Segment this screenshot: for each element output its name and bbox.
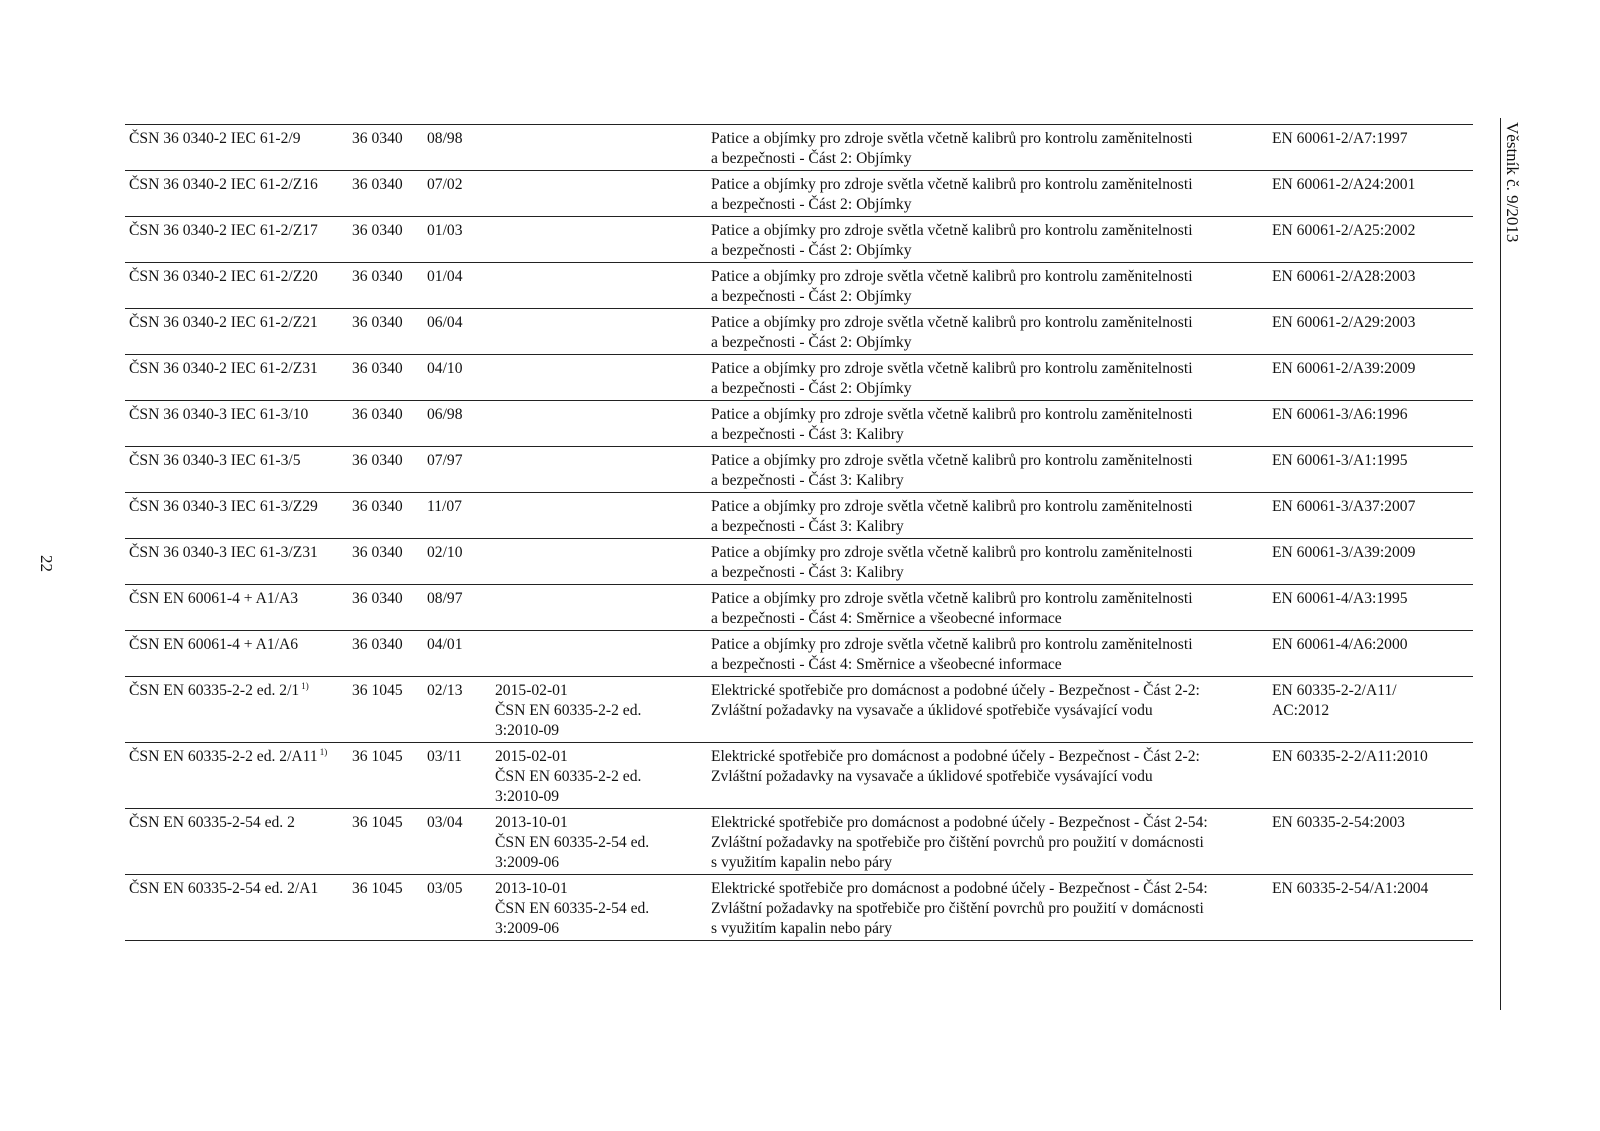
- class-number-cell: [348, 743, 423, 809]
- en-standard-cell: [1268, 355, 1473, 401]
- standard-designation: ČSN EN 60335-2-54 ed. 2/A1: [129, 880, 319, 897]
- standards-table-body: [125, 125, 1473, 941]
- replacement-info-cell: [491, 539, 707, 585]
- class-number: 36 0340: [352, 314, 403, 331]
- class-number: 36 0340: [352, 590, 403, 607]
- table-row: [125, 585, 1473, 631]
- standard-designation: ČSN 36 0340-3 IEC 61-3/5: [129, 452, 301, 469]
- standard-title-line: Elektrické spotřebiče pro domácnost a podobné účely - Bezpečnost - Část 2-54:: [711, 880, 1208, 897]
- margin-rule: [1500, 118, 1501, 1010]
- class-number-cell: [348, 217, 423, 263]
- class-number: 36 0340: [352, 452, 403, 469]
- class-number: 36 0340: [352, 498, 403, 515]
- standard-title-line: Patice a objímky pro zdroje světla včetně kalibrů pro kontrolu zaměnitelnosti: [711, 406, 1193, 423]
- replacement-info-line: ČSN EN 60335-2-2 ed.: [495, 768, 642, 785]
- en-standard-cell: [1268, 743, 1473, 809]
- standard-title-line: Patice a objímky pro zdroje světla včetně kalibrů pro kontrolu zaměnitelnosti: [711, 314, 1193, 331]
- class-number: 36 0340: [352, 268, 403, 285]
- standard-title-line: a bezpečnosti - Část 4: Směrnice a všeobecné informace: [711, 610, 1062, 627]
- table-row: [125, 631, 1473, 677]
- class-number: 36 0340: [352, 636, 403, 653]
- standard-title-cell: [707, 743, 1268, 809]
- standard-title-line: a bezpečnosti - Část 2: Objímky: [711, 380, 912, 397]
- class-number: 36 0340: [352, 222, 403, 239]
- issue-date: 08/98: [427, 130, 463, 147]
- en-standard-line: EN 60061-2/A28:2003: [1272, 268, 1416, 285]
- designation-cell: [125, 263, 348, 309]
- designation-cell: [125, 401, 348, 447]
- standard-title-line: Elektrické spotřebiče pro domácnost a podobné účely - Bezpečnost - Část 2-2:: [711, 682, 1200, 699]
- issue-date: 08/97: [427, 590, 463, 607]
- designation-cell: [125, 631, 348, 677]
- standard-title-line: Patice a objímky pro zdroje světla včetně kalibrů pro kontrolu zaměnitelnosti: [711, 590, 1193, 607]
- standard-designation: ČSN 36 0340-2 IEC 61-2/Z31: [129, 360, 318, 377]
- en-standard-line: EN 60061-2/A39:2009: [1272, 360, 1416, 377]
- class-number-cell: [348, 875, 423, 941]
- class-number-cell: [348, 309, 423, 355]
- replacement-info-line: 3:2009-06: [495, 920, 560, 937]
- replacement-info-cell: [491, 585, 707, 631]
- class-number-cell: [348, 355, 423, 401]
- standard-title-line: Patice a objímky pro zdroje světla včetně kalibrů pro kontrolu zaměnitelnosti: [711, 498, 1193, 515]
- issue-date: 02/13: [427, 682, 463, 699]
- standard-title-cell: [707, 539, 1268, 585]
- en-standard-cell: [1268, 217, 1473, 263]
- standard-title-line: Patice a objímky pro zdroje světla včetně kalibrů pro kontrolu zaměnitelnosti: [711, 636, 1193, 653]
- standard-title-line: Patice a objímky pro zdroje světla včetně kalibrů pro kontrolu zaměnitelnosti: [711, 268, 1193, 285]
- en-standard-line: EN 60061-4/A3:1995: [1272, 590, 1408, 607]
- en-standard-cell: [1268, 677, 1473, 743]
- standard-title-cell: [707, 875, 1268, 941]
- en-standard-line: EN 60061-3/A37:2007: [1272, 498, 1416, 515]
- standard-title-line: Zvláštní požadavky na vysavače a úklidové spotřebiče vysávající vodu: [711, 702, 1153, 719]
- replacement-info-cell: [491, 401, 707, 447]
- standard-title-cell: [707, 585, 1268, 631]
- issue-date-cell: [423, 743, 491, 809]
- issue-date-cell: [423, 217, 491, 263]
- issue-date: 01/04: [427, 268, 463, 285]
- designation-cell: [125, 875, 348, 941]
- issue-date: 04/10: [427, 360, 463, 377]
- replacement-info-cell: [491, 677, 707, 743]
- issue-date: 03/05: [427, 880, 463, 897]
- en-standard-cell: [1268, 309, 1473, 355]
- standard-title-line: a bezpečnosti - Část 3: Kalibry: [711, 472, 904, 489]
- standard-title-line: a bezpečnosti - Část 3: Kalibry: [711, 518, 904, 535]
- page-number: 22: [37, 555, 56, 572]
- replacement-info-line: 2015-02-01: [495, 748, 568, 765]
- standard-title-line: a bezpečnosti - Část 3: Kalibry: [711, 426, 904, 443]
- replacement-info-cell: [491, 809, 707, 875]
- replacement-info-line: 3:2009-06: [495, 854, 560, 871]
- replacement-info-line: 2013-10-01: [495, 880, 568, 897]
- standard-title-line: Patice a objímky pro zdroje světla včetně kalibrů pro kontrolu zaměnitelnosti: [711, 176, 1193, 193]
- en-standard-line: EN 60061-3/A1:1995: [1272, 452, 1408, 469]
- designation-cell: [125, 677, 348, 743]
- class-number-cell: [348, 263, 423, 309]
- issue-date-cell: [423, 539, 491, 585]
- class-number-cell: [348, 401, 423, 447]
- issue-date-cell: [423, 171, 491, 217]
- class-number: 36 1045: [352, 748, 403, 765]
- class-number-cell: [348, 585, 423, 631]
- standard-designation: ČSN 36 0340-2 IEC 61-2/Z17: [129, 222, 318, 239]
- standard-title-line: a bezpečnosti - Část 2: Objímky: [711, 150, 912, 167]
- en-standard-line: EN 60061-3/A6:1996: [1272, 406, 1408, 423]
- standard-title-cell: [707, 309, 1268, 355]
- designation-cell: [125, 171, 348, 217]
- issue-date: 02/10: [427, 544, 463, 561]
- designation-cell: [125, 125, 348, 171]
- table-row: [125, 447, 1473, 493]
- designation-cell: [125, 585, 348, 631]
- standard-designation: ČSN 36 0340-3 IEC 61-3/Z31: [129, 544, 318, 561]
- class-number-cell: [348, 677, 423, 743]
- class-number-cell: [348, 493, 423, 539]
- journal-reference: Věstník č. 9/2013: [1503, 122, 1522, 243]
- designation-cell: [125, 743, 348, 809]
- issue-date-cell: [423, 309, 491, 355]
- standard-designation: ČSN 36 0340-2 IEC 61-2/9: [129, 130, 301, 147]
- class-number: 36 1045: [352, 880, 403, 897]
- en-standard-cell: [1268, 401, 1473, 447]
- replacement-info-cell: [491, 125, 707, 171]
- standard-designation: ČSN 36 0340-2 IEC 61-2/Z20: [129, 268, 318, 285]
- designation-cell: [125, 539, 348, 585]
- issue-date: 07/97: [427, 452, 463, 469]
- replacement-info-cell: [491, 217, 707, 263]
- designation-cell: [125, 809, 348, 875]
- footnote-marker: 1): [319, 746, 328, 757]
- class-number-cell: [348, 171, 423, 217]
- table-row: [125, 539, 1473, 585]
- issue-date: 06/98: [427, 406, 463, 423]
- replacement-info-cell: [491, 171, 707, 217]
- issue-date-cell: [423, 125, 491, 171]
- en-standard-cell: [1268, 875, 1473, 941]
- standard-title-line: a bezpečnosti - Část 2: Objímky: [711, 242, 912, 259]
- standard-designation: ČSN EN 60335-2-54 ed. 2: [129, 814, 295, 831]
- replacement-info-line: 2015-02-01: [495, 682, 568, 699]
- standard-designation: ČSN 36 0340-3 IEC 61-3/10: [129, 406, 309, 423]
- issue-date: 03/11: [427, 748, 462, 765]
- table-row: [125, 125, 1473, 171]
- en-standard-line: EN 60061-4/A6:2000: [1272, 636, 1408, 653]
- standard-title-cell: [707, 217, 1268, 263]
- table-row: [125, 809, 1473, 875]
- standard-title-line: a bezpečnosti - Část 4: Směrnice a všeobecné informace: [711, 656, 1062, 673]
- class-number-cell: [348, 631, 423, 677]
- standard-title-cell: [707, 401, 1268, 447]
- en-standard-cell: [1268, 585, 1473, 631]
- en-standard-cell: [1268, 809, 1473, 875]
- standard-designation: ČSN EN 60061-4 + A1/A6: [129, 636, 299, 653]
- standard-title-line: a bezpečnosti - Část 3: Kalibry: [711, 564, 904, 581]
- replacement-info-line: 2013-10-01: [495, 814, 568, 831]
- replacement-info-cell: [491, 447, 707, 493]
- table-row: [125, 217, 1473, 263]
- standard-title-line: Elektrické spotřebiče pro domácnost a podobné účely - Bezpečnost - Část 2-2:: [711, 748, 1200, 765]
- replacement-info-line: 3:2010-09: [495, 722, 560, 739]
- standard-title-cell: [707, 631, 1268, 677]
- en-standard-cell: [1268, 125, 1473, 171]
- standard-title-line: Patice a objímky pro zdroje světla včetně kalibrů pro kontrolu zaměnitelnosti: [711, 222, 1193, 239]
- class-number-cell: [348, 539, 423, 585]
- en-standard-cell: [1268, 263, 1473, 309]
- standard-designation: ČSN 36 0340-2 IEC 61-2/Z16: [129, 176, 318, 193]
- replacement-info-cell: [491, 309, 707, 355]
- issue-date: 06/04: [427, 314, 463, 331]
- replacement-info-line: ČSN EN 60335-2-54 ed.: [495, 900, 650, 917]
- replacement-info-line: 3:2010-09: [495, 788, 560, 805]
- issue-date: 01/03: [427, 222, 463, 239]
- issue-date-cell: [423, 355, 491, 401]
- issue-date: 03/04: [427, 814, 463, 831]
- standard-title-line: a bezpečnosti - Část 2: Objímky: [711, 334, 912, 351]
- en-standard-line: EN 60061-2/A25:2002: [1272, 222, 1416, 239]
- replacement-info-line: ČSN EN 60335-2-2 ed.: [495, 702, 642, 719]
- designation-cell: [125, 355, 348, 401]
- class-number: 36 1045: [352, 814, 403, 831]
- en-standard-line: AC:2012: [1272, 702, 1330, 719]
- en-standard-line: EN 60335-2-2/A11/: [1272, 682, 1397, 699]
- en-standard-cell: [1268, 493, 1473, 539]
- issue-date-cell: [423, 493, 491, 539]
- table-row: [125, 401, 1473, 447]
- issue-date: 11/07: [427, 498, 462, 515]
- replacement-info-line: ČSN EN 60335-2-54 ed.: [495, 834, 650, 851]
- standard-designation: ČSN EN 60335-2-2 ed. 2/A11: [129, 748, 318, 765]
- table-row: [125, 677, 1473, 743]
- table-row: [125, 263, 1473, 309]
- issue-date-cell: [423, 585, 491, 631]
- replacement-info-cell: [491, 743, 707, 809]
- designation-cell: [125, 217, 348, 263]
- designation-cell: [125, 309, 348, 355]
- class-number: 36 0340: [352, 360, 403, 377]
- standard-title-cell: [707, 263, 1268, 309]
- table-row: [125, 309, 1473, 355]
- class-number-cell: [348, 447, 423, 493]
- class-number: 36 0340: [352, 544, 403, 561]
- standard-title-cell: [707, 493, 1268, 539]
- issue-date-cell: [423, 631, 491, 677]
- class-number: 36 0340: [352, 176, 403, 193]
- standard-title-line: Patice a objímky pro zdroje světla včetně kalibrů pro kontrolu zaměnitelnosti: [711, 544, 1193, 561]
- standard-title-line: Elektrické spotřebiče pro domácnost a podobné účely - Bezpečnost - Část 2-54:: [711, 814, 1208, 831]
- standard-title-line: Zvláštní požadavky na vysavače a úklidové spotřebiče vysávající vodu: [711, 768, 1153, 785]
- table-row: [125, 875, 1473, 941]
- standard-title-cell: [707, 125, 1268, 171]
- issue-date-cell: [423, 875, 491, 941]
- table-row: [125, 171, 1473, 217]
- footnote-marker: 1): [301, 680, 309, 691]
- issue-date-cell: [423, 809, 491, 875]
- issue-date-cell: [423, 677, 491, 743]
- en-standard-line: EN 60061-2/A7:1997: [1272, 130, 1408, 147]
- standard-designation: ČSN 36 0340-3 IEC 61-3/Z29: [129, 498, 318, 515]
- issue-date: 07/02: [427, 176, 463, 193]
- class-number: 36 0340: [352, 130, 403, 147]
- en-standard-line: EN 60061-2/A24:2001: [1272, 176, 1416, 193]
- class-number-cell: [348, 809, 423, 875]
- standard-designation: ČSN EN 60061-4 + A1/A3: [129, 590, 299, 607]
- table-row: [125, 743, 1473, 809]
- replacement-info-cell: [491, 263, 707, 309]
- standard-title-line: Patice a objímky pro zdroje světla včetně kalibrů pro kontrolu zaměnitelnosti: [711, 130, 1193, 147]
- issue-date-cell: [423, 401, 491, 447]
- class-number-cell: [348, 125, 423, 171]
- standard-title-line: Zvláštní požadavky na spotřebiče pro čištění povrchů pro použití v domácnosti: [711, 900, 1204, 917]
- standards-table: [125, 124, 1473, 941]
- issue-date-cell: [423, 447, 491, 493]
- en-standard-line: EN 60335-2-54/A1:2004: [1272, 880, 1429, 897]
- class-number: 36 0340: [352, 406, 403, 423]
- table-row: [125, 493, 1473, 539]
- designation-cell: [125, 493, 348, 539]
- standard-title-cell: [707, 677, 1268, 743]
- replacement-info-cell: [491, 631, 707, 677]
- standard-title-line: Patice a objímky pro zdroje světla včetně kalibrů pro kontrolu zaměnitelnosti: [711, 360, 1193, 377]
- table-row: [125, 355, 1473, 401]
- standard-designation: ČSN 36 0340-2 IEC 61-2/Z21: [129, 314, 318, 331]
- en-standard-line: EN 60061-2/A29:2003: [1272, 314, 1416, 331]
- standard-title-line: s využitím kapalin nebo páry: [711, 854, 893, 871]
- standard-designation: ČSN EN 60335-2-2 ed. 2/1: [129, 682, 300, 699]
- replacement-info-cell: [491, 355, 707, 401]
- replacement-info-cell: [491, 493, 707, 539]
- standard-title-cell: [707, 809, 1268, 875]
- issue-date-cell: [423, 263, 491, 309]
- en-standard-line: EN 60335-2-54:2003: [1272, 814, 1405, 831]
- designation-cell: [125, 447, 348, 493]
- replacement-info-cell: [491, 875, 707, 941]
- standard-title-line: s využitím kapalin nebo páry: [711, 920, 893, 937]
- issue-date: 04/01: [427, 636, 463, 653]
- standard-title-line: Patice a objímky pro zdroje světla včetně kalibrů pro kontrolu zaměnitelnosti: [711, 452, 1193, 469]
- class-number: 36 1045: [352, 682, 403, 699]
- standard-title-cell: [707, 171, 1268, 217]
- en-standard-line: EN 60335-2-2/A11:2010: [1272, 748, 1428, 765]
- standard-title-cell: [707, 447, 1268, 493]
- en-standard-line: EN 60061-3/A39:2009: [1272, 544, 1416, 561]
- standard-title-cell: [707, 355, 1268, 401]
- en-standard-cell: [1268, 539, 1473, 585]
- en-standard-cell: [1268, 631, 1473, 677]
- standard-title-line: a bezpečnosti - Část 2: Objímky: [711, 196, 912, 213]
- en-standard-cell: [1268, 447, 1473, 493]
- standard-title-line: a bezpečnosti - Část 2: Objímky: [711, 288, 912, 305]
- standard-title-line: Zvláštní požadavky na spotřebiče pro čištění povrchů pro použití v domácnosti: [711, 834, 1204, 851]
- en-standard-cell: [1268, 171, 1473, 217]
